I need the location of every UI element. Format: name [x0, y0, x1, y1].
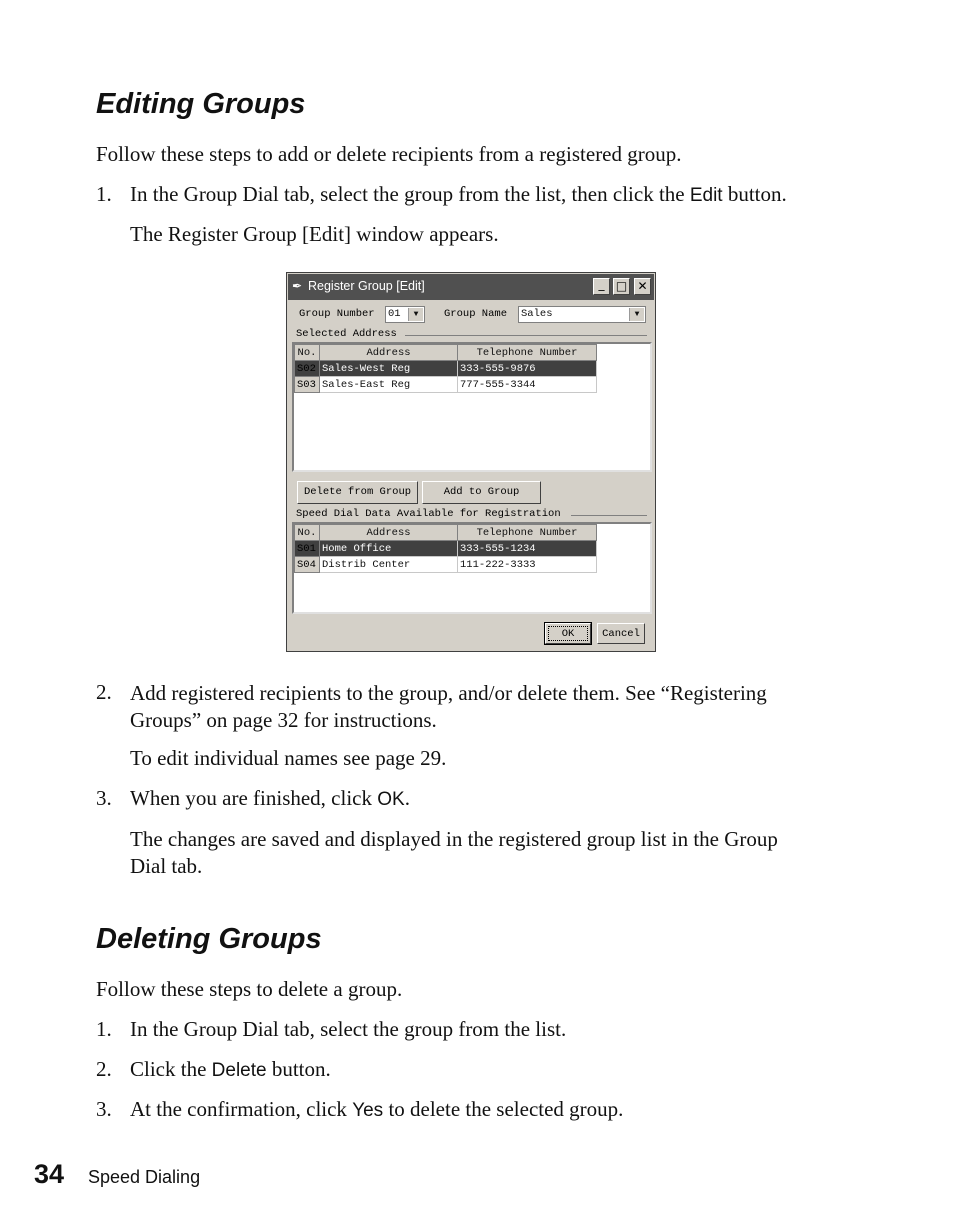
- step-text: Click the: [130, 1057, 212, 1081]
- row-phone: 333-555-9876: [458, 361, 597, 377]
- column-address[interactable]: Address: [320, 345, 458, 361]
- step-number: 1.: [96, 1017, 112, 1041]
- deleting-step-3: [130, 1097, 623, 1122]
- page-number: 34: [34, 1159, 65, 1189]
- step-note-line: The changes are saved and displayed in the registered group list in the Group: [130, 827, 778, 851]
- row-no: S03: [295, 377, 320, 393]
- step-text-line: Add registered recipients to the group, and/or delete them. See “Registering: [130, 681, 767, 705]
- column-phone[interactable]: Telephone Number: [458, 345, 597, 361]
- step-number: 2.: [96, 680, 112, 704]
- column-no[interactable]: No.: [295, 345, 320, 361]
- step-text: At the confirmation, click: [130, 1097, 353, 1121]
- step-text: In the Group Dial tab, select the group from the list, then click the: [130, 182, 690, 206]
- deleting-intro: Follow these steps to delete a group.: [96, 977, 403, 1001]
- register-group-dialog: [286, 272, 656, 652]
- selected-address-list[interactable]: [292, 342, 652, 472]
- step-text: button.: [266, 1057, 331, 1081]
- table-row[interactable]: [295, 361, 597, 377]
- deleting-heading: Deleting Groups: [96, 923, 322, 955]
- available-group-line: [571, 515, 647, 516]
- table-header: [295, 525, 597, 541]
- row-address: Home Office: [320, 541, 458, 557]
- minimize-icon[interactable]: _: [593, 278, 610, 295]
- ok-button[interactable]: [545, 623, 591, 644]
- chevron-down-icon: ▼: [629, 308, 644, 321]
- app-icon: ✒: [292, 279, 303, 293]
- selected-address-label: Selected Address: [296, 328, 397, 340]
- step-text: to delete the selected group.: [383, 1097, 624, 1121]
- deleting-step-1: In the Group Dial tab, select the group from the list.: [130, 1017, 567, 1041]
- row-address: Sales-East Reg: [320, 377, 458, 393]
- step-note: [130, 826, 830, 880]
- dialog-titlebar: [288, 274, 654, 300]
- column-phone[interactable]: Telephone Number: [458, 525, 597, 541]
- available-list[interactable]: [292, 522, 652, 614]
- step-text: button.: [722, 182, 787, 206]
- table-row[interactable]: [295, 541, 597, 557]
- row-no: S01: [295, 541, 320, 557]
- row-phone: 333-555-1234: [458, 541, 597, 557]
- row-address: Distrib Center: [320, 557, 458, 573]
- ui-term-edit: Edit: [689, 185, 723, 206]
- delete-from-group-button[interactable]: Delete from Group: [297, 481, 418, 504]
- close-icon[interactable]: ✕: [634, 278, 651, 295]
- column-address[interactable]: Address: [320, 525, 458, 541]
- table-row[interactable]: [295, 377, 597, 393]
- ok-label: OK: [561, 628, 575, 640]
- ui-term-ok: OK: [377, 789, 405, 810]
- table-header: [295, 345, 597, 361]
- editing-step-2: [130, 680, 830, 734]
- chevron-down-icon: ▼: [408, 308, 423, 321]
- ui-term-delete: Delete: [211, 1060, 267, 1081]
- add-to-group-button[interactable]: Add to Group: [422, 481, 541, 504]
- row-no: S02: [295, 361, 320, 377]
- editing-intro: Follow these steps to add or delete recipients from a registered group.: [96, 142, 682, 166]
- group-number-select[interactable]: [385, 306, 425, 323]
- ui-term-yes: Yes: [352, 1100, 384, 1121]
- group-name-select[interactable]: [518, 306, 646, 323]
- step-number: 3.: [96, 1097, 112, 1121]
- row-address: Sales-West Reg: [320, 361, 458, 377]
- focus-ring: [548, 626, 588, 641]
- available-label: Speed Dial Data Available for Registration: [296, 508, 561, 520]
- editing-step-3: [130, 786, 410, 811]
- footer-section: Speed Dialing: [88, 1167, 201, 1187]
- dialog-title: Register Group [Edit]: [308, 279, 425, 293]
- cancel-button[interactable]: Cancel: [597, 623, 645, 644]
- row-no: S04: [295, 557, 320, 573]
- step-text-line: Groups” on page 32 for instructions.: [130, 708, 437, 732]
- selected-address-table: [294, 344, 597, 393]
- editing-step-1: [130, 182, 787, 207]
- row-phone: 777-555-3344: [458, 377, 597, 393]
- maximize-icon[interactable]: □: [613, 278, 630, 295]
- editing-heading: Editing Groups: [96, 88, 306, 120]
- step-note: The Register Group [Edit] window appears.: [130, 222, 499, 246]
- available-table: [294, 524, 597, 573]
- step-number: 2.: [96, 1057, 112, 1081]
- selected-group-line: [405, 335, 647, 336]
- group-name-label: Group Name: [444, 308, 508, 320]
- step-text: When you are finished, click: [130, 786, 378, 810]
- step-note-line: Dial tab.: [130, 854, 203, 878]
- step-number: 1.: [96, 182, 112, 206]
- step-number: 3.: [96, 786, 112, 810]
- step-note: To edit individual names see page 29.: [130, 746, 447, 770]
- table-row[interactable]: [295, 557, 597, 573]
- row-phone: 111-222-3333: [458, 557, 597, 573]
- group-name-value: Sales: [521, 308, 553, 320]
- group-number-label: Group Number: [299, 308, 375, 320]
- deleting-step-2: [130, 1057, 331, 1082]
- group-number-value: 01: [388, 308, 401, 320]
- column-no[interactable]: No.: [295, 525, 320, 541]
- step-text: .: [404, 786, 410, 810]
